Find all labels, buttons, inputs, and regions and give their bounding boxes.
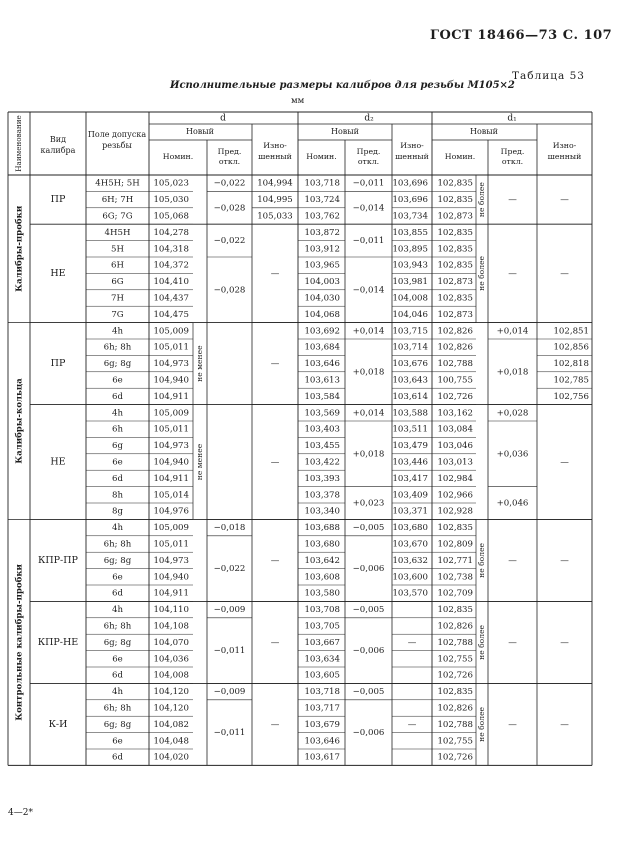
d2-nominal-cell: 103,718 — [304, 178, 340, 189]
d2-worn-cell: 103,643 — [392, 375, 428, 386]
d-nominal-cell: 104,973 — [153, 555, 189, 566]
tolerance-field-cell: 7H — [111, 293, 124, 304]
header-worn: Изно- — [400, 141, 424, 150]
d2-nominal-cell: 103,872 — [304, 227, 340, 238]
d-nominal-cell: 105,011 — [153, 539, 189, 550]
d2-nominal-cell: 103,580 — [304, 588, 340, 599]
merged-value-cell: — — [560, 457, 569, 468]
d2-nominal-cell: 103,340 — [304, 506, 340, 517]
d1-nominal-cell: 102,928 — [437, 506, 473, 517]
merged-value-cell: −0,014 — [352, 285, 385, 296]
tolerance-field-cell: 6g; 8g — [103, 359, 132, 370]
d2-nominal-cell: 103,584 — [304, 391, 340, 402]
tolerance-field-cell: 4h — [111, 605, 124, 616]
tolerance-field-cell: 6h; 8h — [103, 703, 132, 714]
tolerance-field-cell: 6d — [112, 391, 123, 402]
d2-nominal-cell: 103,422 — [304, 457, 340, 468]
merged-value-cell: — — [560, 555, 569, 566]
tolerance-field-cell: 6d — [112, 588, 123, 599]
group-label: Калибры-кольца — [14, 378, 25, 464]
merged-value-cell: — — [508, 268, 517, 279]
tolerance-field-cell: 7G — [111, 309, 124, 320]
gauge-type-label: КПР-НЕ — [37, 636, 79, 648]
d1-nominal-cell: 102,835 — [437, 523, 473, 534]
d2-nominal-cell: 104,068 — [304, 309, 340, 320]
d-nominal-cell: 104,437 — [153, 293, 189, 304]
units-label: мм — [291, 96, 305, 106]
d2-worn-cell: 103,895 — [392, 244, 428, 255]
d2-nominal-cell: 104,003 — [304, 277, 340, 288]
d-nominal-cell: 104,911 — [153, 588, 189, 599]
table-number: Таблица 53 — [512, 70, 585, 82]
merged-value-cell: — — [560, 719, 569, 730]
d2-nominal-cell: 103,667 — [304, 637, 340, 648]
d-nominal-cell: 104,082 — [153, 719, 189, 730]
d-nominal-cell: 104,036 — [153, 654, 189, 665]
d1-nominal-cell: 102,835 — [437, 260, 473, 271]
tolerance-field-cell: 6h; 8h — [103, 539, 132, 550]
d1-nominal-cell: 100,755 — [437, 375, 473, 386]
tolerance-field-cell: 6d — [112, 670, 123, 681]
d2-nominal-cell: 103,605 — [304, 670, 340, 681]
header-d1: d₁ — [507, 113, 517, 124]
d-nominal-cell: 104,008 — [153, 670, 189, 681]
merged-value-cell: +0,014 — [352, 408, 385, 419]
tolerance-field-cell: 4h — [111, 408, 124, 419]
d-nominal-cell: 104,410 — [153, 277, 189, 288]
limit-note: не более — [477, 624, 486, 660]
merged-value-cell: +0,018 — [352, 449, 385, 460]
d2-nominal-cell: 103,708 — [304, 605, 340, 616]
tolerance-field-cell: 5H — [111, 244, 124, 255]
d1-nominal-cell: 102,771 — [437, 555, 473, 566]
d1-nominal-cell: 102,835 — [437, 195, 473, 206]
merged-value-cell: −0,011 — [352, 178, 385, 189]
merged-value-cell: +0,014 — [352, 326, 385, 337]
merged-value-cell: +0,046 — [496, 498, 529, 509]
merged-value-cell: −0,006 — [352, 646, 385, 657]
d-nominal-cell: 105,009 — [153, 408, 189, 419]
d-nominal-cell: 104,278 — [153, 227, 189, 238]
merged-value-cell: −0,006 — [352, 728, 385, 739]
d2-nominal-cell: 103,912 — [304, 244, 340, 255]
d1-nominal-cell: 102,835 — [437, 227, 473, 238]
d2-worn-cell: 103,417 — [392, 473, 428, 484]
d2-worn-cell: 103,409 — [392, 490, 428, 501]
d1-worn-cell: 102,818 — [553, 359, 589, 370]
merged-value-cell: −0,005 — [352, 523, 385, 534]
group-label: Контрольные калибры-пробки — [14, 564, 25, 721]
gauge-type-label: КПР-ПР — [38, 554, 78, 566]
tolerance-field-cell: 6H — [111, 260, 124, 271]
tolerance-field-cell: 4H5H — [104, 227, 131, 238]
d-nominal-cell: 105,068 — [153, 211, 189, 222]
d2-worn-cell: 103,855 — [392, 227, 428, 238]
d2-worn-cell: 103,943 — [392, 260, 428, 271]
d1-nominal-cell: 102,835 — [437, 605, 473, 616]
d2-nominal-cell: 103,724 — [304, 195, 340, 206]
tolerance-field-cell: 6g — [112, 441, 123, 452]
d1-nominal-cell: 102,788 — [437, 637, 473, 648]
d2-worn-cell: 103,676 — [392, 359, 428, 370]
d2-worn-cell: 103,696 — [392, 178, 428, 189]
merged-value-cell: — — [407, 637, 417, 648]
tolerance-field-cell: 6h; 8h — [103, 342, 132, 353]
d1-nominal-cell: 102,726 — [437, 391, 473, 402]
header-worn: шенный — [547, 152, 582, 161]
merged-value-cell: −0,028 — [213, 203, 246, 214]
limit-note: не более — [477, 706, 486, 742]
merged-value-cell: +0,028 — [496, 408, 529, 419]
d2-worn-cell: 103,632 — [392, 555, 428, 566]
d2-nominal-cell: 103,705 — [304, 621, 340, 632]
d2-nominal-cell: 103,608 — [304, 572, 340, 583]
header-limit-dev: Пред. — [500, 147, 525, 156]
d2-worn-cell: 103,570 — [392, 588, 428, 599]
merged-value-cell: — — [508, 719, 517, 730]
merged-value-cell: −0,009 — [213, 605, 246, 616]
tolerance-field-cell: 6e — [112, 736, 123, 747]
d-nominal-cell: 104,973 — [153, 359, 189, 370]
merged-value-cell: −0,011 — [213, 728, 246, 739]
merged-value-cell: −0,018 — [213, 523, 246, 534]
page-number-header: ГОСТ 18466—73 С. 107 — [430, 28, 613, 43]
merged-value-cell: −0,011 — [352, 236, 385, 247]
tolerance-field-cell: 6H; 7H — [101, 195, 134, 206]
d2-nominal-cell: 103,717 — [304, 703, 340, 714]
merged-value-cell: 104,995 — [257, 195, 293, 206]
limit-note: не менее — [195, 443, 204, 481]
d-nominal-cell: 104,372 — [153, 260, 189, 271]
tolerance-field-cell: 6G — [111, 277, 124, 288]
d1-worn-cell: 102,756 — [553, 391, 589, 402]
header-new: Новый — [331, 127, 359, 136]
merged-value-cell: — — [407, 719, 417, 730]
d-nominal-cell: 104,120 — [153, 703, 189, 714]
d1-nominal-cell: 102,873 — [437, 277, 473, 288]
d1-nominal-cell: 103,013 — [437, 457, 473, 468]
merged-value-cell: — — [270, 457, 280, 468]
d2-worn-cell: 103,680 — [392, 523, 428, 534]
limit-note: не менее — [195, 345, 204, 382]
merged-value-cell: — — [270, 637, 280, 648]
tolerance-field-cell: 6h — [111, 424, 124, 435]
d2-worn-cell: 103,614 — [392, 391, 428, 402]
d-nominal-cell: 104,020 — [153, 752, 189, 763]
header-worn: Изно- — [263, 141, 287, 150]
d2-nominal-cell: 103,617 — [304, 752, 340, 763]
d1-nominal-cell: 102,726 — [437, 670, 473, 681]
tolerance-field-cell: 6g; 8g — [103, 719, 132, 730]
merged-value-cell: +0,036 — [496, 449, 529, 460]
d2-nominal-cell: 103,403 — [304, 424, 340, 435]
merged-value-cell: −0,006 — [352, 564, 385, 575]
d2-worn-cell: 103,479 — [392, 441, 428, 452]
header-nominal: Номин. — [306, 152, 337, 161]
merged-value-cell: −0,005 — [352, 687, 385, 698]
d-nominal-cell: 104,108 — [153, 621, 189, 632]
d2-worn-cell: 103,371 — [392, 506, 428, 517]
d2-worn-cell: 103,715 — [392, 326, 428, 337]
d2-worn-cell: 104,046 — [392, 309, 428, 320]
d-nominal-cell: 104,940 — [153, 375, 189, 386]
d1-nominal-cell: 102,738 — [437, 572, 473, 583]
d-nominal-cell: 104,070 — [153, 637, 189, 648]
d2-nominal-cell: 103,378 — [304, 490, 340, 501]
merged-value-cell: −0,028 — [213, 285, 246, 296]
d2-nominal-cell: 103,642 — [304, 555, 340, 566]
d2-worn-cell: 103,446 — [392, 457, 428, 468]
d1-nominal-cell: 102,826 — [437, 326, 473, 337]
group-label: Калибры-пробки — [14, 205, 25, 292]
merged-value-cell: — — [508, 637, 517, 648]
d-nominal-cell: 104,940 — [153, 572, 189, 583]
d2-worn-cell: 103,588 — [392, 408, 428, 419]
merged-value-cell: — — [560, 268, 569, 279]
d-nominal-cell: 105,009 — [153, 326, 189, 337]
header-tolerance-field: Поле допуска — [87, 130, 147, 139]
header-d2: d₂ — [364, 113, 374, 124]
d1-nominal-cell: 103,162 — [437, 408, 473, 419]
merged-value-cell: — — [560, 637, 569, 648]
header-nominal: Номин. — [162, 152, 194, 161]
d-nominal-cell: 105,030 — [153, 195, 189, 206]
d1-nominal-cell: 102,755 — [437, 654, 473, 665]
d-nominal-cell: 105,023 — [153, 178, 189, 189]
gauge-type-label: К-И — [48, 718, 68, 730]
d1-nominal-cell: 103,046 — [437, 441, 473, 452]
gauge-type-label: ПР — [50, 194, 66, 206]
merged-value-cell: −0,022 — [213, 236, 246, 247]
d2-nominal-cell: 103,679 — [304, 719, 340, 730]
d2-nominal-cell: 103,762 — [304, 211, 340, 222]
header-worn: шенный — [258, 152, 292, 161]
d1-nominal-cell: 102,826 — [437, 342, 473, 353]
d-nominal-cell: 104,110 — [153, 605, 189, 616]
d-nominal-cell: 104,976 — [153, 506, 189, 517]
limit-note: не более — [477, 542, 486, 578]
gauge-type-label: ПР — [50, 358, 66, 370]
d2-nominal-cell: 103,634 — [304, 654, 340, 665]
header-gauge-type: калибра — [40, 146, 76, 155]
d2-nominal-cell: 103,393 — [304, 473, 340, 484]
d2-worn-cell: 103,734 — [392, 211, 428, 222]
d-nominal-cell: 104,318 — [153, 244, 189, 255]
d2-nominal-cell: 103,646 — [304, 359, 340, 370]
header-nominal: Номин. — [444, 152, 476, 161]
merged-value-cell: — — [508, 195, 517, 206]
d2-nominal-cell: 103,965 — [304, 260, 340, 271]
tolerance-field-cell: 6G; 7G — [102, 211, 133, 222]
d1-nominal-cell: 102,826 — [437, 703, 473, 714]
d1-nominal-cell: 102,835 — [437, 244, 473, 255]
d2-nominal-cell: 103,692 — [304, 326, 340, 337]
d1-worn-cell: 102,856 — [553, 342, 589, 353]
tolerance-field-cell: 6e — [112, 375, 123, 386]
d1-nominal-cell: 102,873 — [437, 309, 473, 320]
header-limit-dev: откл. — [357, 157, 380, 166]
header-new: Новый — [470, 127, 498, 136]
tolerance-field-cell: 6e — [112, 654, 123, 665]
d1-worn-cell: 102,785 — [553, 375, 589, 386]
d1-nominal-cell: 102,835 — [437, 178, 473, 189]
d-nominal-cell: 104,940 — [153, 457, 189, 468]
merged-value-cell: — — [560, 195, 569, 206]
d2-nominal-cell: 103,613 — [304, 375, 340, 386]
merged-value-cell: −0,011 — [213, 646, 246, 657]
d2-worn-cell: 103,981 — [392, 277, 428, 288]
d-nominal-cell: 105,009 — [153, 523, 189, 534]
d2-worn-cell: 104,008 — [392, 293, 428, 304]
tolerance-field-cell: 8h — [111, 490, 124, 501]
merged-value-cell: — — [508, 555, 517, 566]
d-nominal-cell: 104,120 — [153, 687, 189, 698]
d1-nominal-cell: 102,726 — [437, 752, 473, 763]
merged-value-cell: — — [270, 359, 280, 370]
tolerance-field-cell: 6h; 8h — [103, 621, 132, 632]
tolerance-field-cell: 6d — [112, 473, 123, 484]
d2-nominal-cell: 103,680 — [304, 539, 340, 550]
d2-nominal-cell: 104,030 — [304, 293, 340, 304]
merged-value-cell: — — [270, 555, 280, 566]
limit-note: не более — [477, 255, 486, 291]
d2-nominal-cell: 103,569 — [304, 408, 340, 419]
tolerance-field-cell: 6g; 8g — [103, 637, 132, 648]
d1-nominal-cell: 103,084 — [437, 424, 473, 435]
d1-nominal-cell: 102,966 — [437, 490, 473, 501]
tolerance-field-cell: 6d — [112, 752, 123, 763]
tolerance-field-cell: 4h — [111, 687, 124, 698]
d2-worn-cell: 103,714 — [392, 342, 428, 353]
header-worn: Изно- — [552, 141, 577, 150]
d1-nominal-cell: 102,788 — [437, 719, 473, 730]
merged-value-cell: +0,014 — [496, 326, 529, 337]
d-nominal-cell: 104,911 — [153, 473, 189, 484]
header-limit-dev: откл. — [501, 157, 524, 166]
header-gauge-type: Вид — [49, 135, 67, 144]
header-tolerance-field: резьбы — [102, 141, 132, 150]
d2-nominal-cell: 103,718 — [304, 687, 340, 698]
d2-worn-cell: 103,511 — [392, 424, 428, 435]
merged-value-cell: +0,023 — [352, 498, 385, 509]
d1-nominal-cell: 102,835 — [437, 293, 473, 304]
header-worn: шенный — [395, 152, 429, 161]
d2-nominal-cell: 103,684 — [304, 342, 340, 353]
table-title: Исполнительные размеры калибров для резьбы М105×2 — [170, 80, 515, 91]
tolerance-field-cell: 6e — [112, 457, 123, 468]
merged-value-cell: −0,022 — [213, 564, 246, 575]
header-limit-dev: Пред. — [217, 147, 242, 156]
d1-nominal-cell: 102,709 — [437, 588, 473, 599]
tolerance-field-cell: 6e — [112, 572, 123, 583]
d2-worn-cell: 103,670 — [392, 539, 428, 550]
header-limit-dev: откл. — [218, 157, 241, 166]
tolerance-field-cell: 8g — [112, 506, 123, 517]
header-new: Новый — [186, 127, 214, 136]
d-nominal-cell: 105,014 — [153, 490, 189, 501]
gauge-type-label: НЕ — [50, 456, 66, 468]
d1-nominal-cell: 102,788 — [437, 359, 473, 370]
merged-value-cell: — — [270, 719, 280, 730]
merged-value-cell: −0,009 — [213, 687, 246, 698]
header-name-col: Наименование — [14, 115, 23, 172]
d1-worn-cell: 102,851 — [553, 326, 589, 337]
d1-nominal-cell: 102,755 — [437, 736, 473, 747]
header-d: d — [220, 113, 226, 124]
limit-note: не более — [477, 182, 486, 218]
d2-worn-cell: 103,696 — [392, 195, 428, 206]
tolerance-field-cell: 4h — [111, 523, 124, 534]
merged-value-cell: 104,994 — [257, 178, 293, 189]
merged-value-cell: +0,018 — [496, 367, 529, 378]
d1-nominal-cell: 102,873 — [437, 211, 473, 222]
merged-value-cell: −0,005 — [352, 605, 385, 616]
d-nominal-cell: 104,048 — [153, 736, 189, 747]
d-nominal-cell: 105,011 — [153, 424, 189, 435]
merged-value-cell: +0,018 — [352, 367, 385, 378]
gauge-type-label: НЕ — [50, 267, 66, 279]
d2-nominal-cell: 103,646 — [304, 736, 340, 747]
merged-value-cell: — — [270, 268, 280, 279]
d1-nominal-cell: 102,835 — [437, 687, 473, 698]
tolerance-field-cell: 4H5H; 5H — [95, 178, 140, 189]
merged-value-cell: −0,014 — [352, 203, 385, 214]
d1-nominal-cell: 102,826 — [437, 621, 473, 632]
merged-value-cell: −0,022 — [213, 178, 246, 189]
d1-nominal-cell: 102,984 — [437, 473, 473, 484]
d2-nominal-cell: 103,688 — [304, 523, 340, 534]
d-nominal-cell: 104,973 — [153, 441, 189, 452]
d-nominal-cell: 104,911 — [153, 391, 189, 402]
d2-nominal-cell: 103,455 — [304, 441, 340, 452]
header-limit-dev: Пред. — [356, 147, 381, 156]
d1-nominal-cell: 102,809 — [437, 539, 473, 550]
d-nominal-cell: 105,011 — [153, 342, 189, 353]
page-footer-mark: 4—2* — [8, 808, 33, 818]
tolerance-field-cell: 4h — [111, 326, 124, 337]
d2-worn-cell: 103,600 — [392, 572, 428, 583]
merged-value-cell: 105,033 — [257, 211, 293, 222]
tolerance-field-cell: 6g; 8g — [103, 555, 132, 566]
d-nominal-cell: 104,475 — [153, 309, 189, 320]
